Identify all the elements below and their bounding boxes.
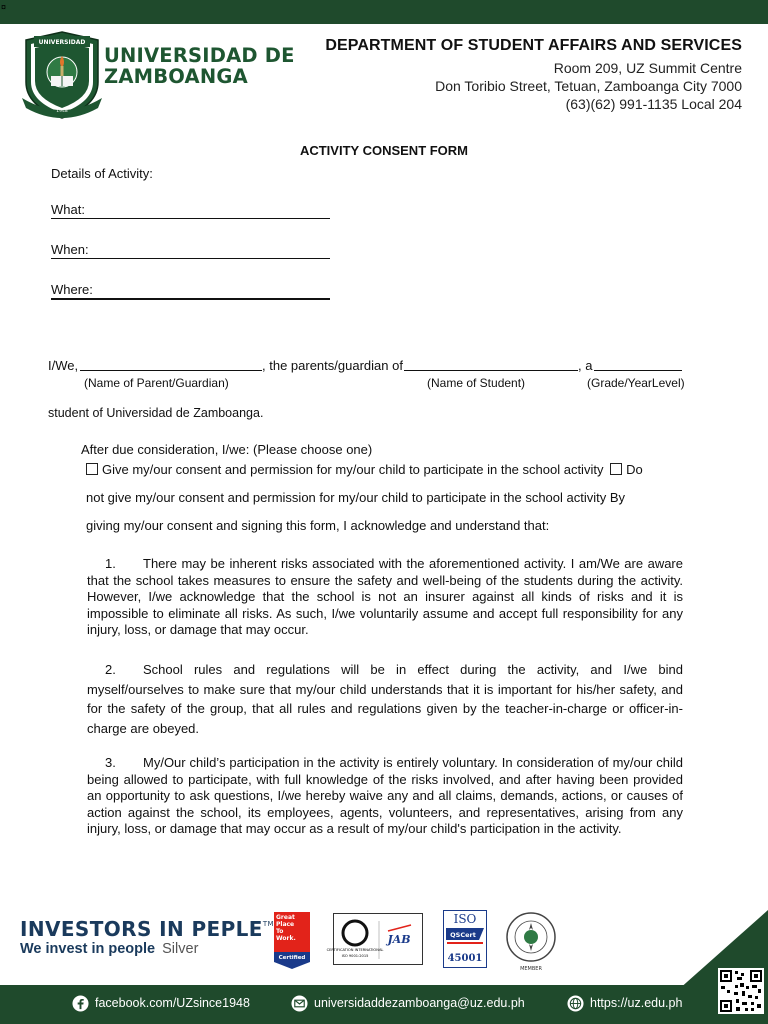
gptw-line-3: To: [276, 928, 284, 935]
student-of-text: student of Universidad de Zamboanga.: [48, 406, 264, 420]
seal-member-label: MEMBER: [520, 966, 542, 972]
university-seal-logo: [18, 30, 106, 120]
phone-line: (63)(62) 991-1135 Local 204: [565, 96, 742, 112]
qr-code[interactable]: [718, 968, 764, 1014]
iso-label: ISO: [453, 912, 477, 926]
when-label: When:: [51, 242, 89, 257]
caption-parent: (Name of Parent/Guardian): [84, 376, 229, 390]
corner-mark: ¤: [1, 2, 7, 12]
green-building-council-seal: [500, 910, 562, 972]
seal-ribbon-text: 1948: [56, 109, 68, 114]
details-label: Details of Activity:: [51, 166, 153, 181]
gptw-line-2: Place: [276, 921, 295, 928]
consent-item-2: [87, 660, 683, 738]
iso-number: 45001: [447, 953, 483, 964]
what-label: What:: [51, 202, 85, 217]
grade-level-line[interactable]: [594, 370, 682, 371]
address-line-1: Room 209, UZ Summit Centre: [553, 60, 742, 76]
no-consent-label-start: Do: [626, 462, 643, 477]
certification-international-badge: [326, 913, 423, 965]
svg-text:JAB: JAB: [387, 933, 411, 946]
after-due-text: After due consideration, I/we: (Please choose one): [81, 442, 373, 457]
great-place-to-work-badge: [274, 912, 310, 969]
consent-option-line-2: not give my/our consent and permission for my/our child to participate in the school activity By: [86, 490, 626, 505]
consent-item-1: [87, 556, 683, 639]
top-color-bar: [0, 0, 768, 24]
facebook-icon: [72, 995, 89, 1012]
university-name-line2: ZAMBOANGA: [104, 65, 248, 88]
parent-name-line[interactable]: [80, 370, 262, 371]
investors-in-people-tagline: We invest in people Silver: [20, 941, 199, 957]
when-field[interactable]: [51, 242, 330, 259]
gptw-line-5: Certified: [278, 955, 306, 961]
iso-brand: QSCert: [450, 931, 476, 939]
caption-grade: (Grade/YearLevel): [587, 376, 685, 390]
consent-item-3: [87, 755, 683, 838]
svg-text:UNIVERSIDAD: UNIVERSIDAD: [38, 39, 86, 46]
consent-option-line-3: giving my/our consent and signing this form, I acknowledge and understand that:: [86, 518, 550, 533]
a-label: , a: [578, 358, 593, 373]
give-consent-checkbox[interactable]: [86, 463, 98, 475]
student-name-line[interactable]: [404, 370, 578, 371]
university-name: [104, 45, 295, 87]
email-link[interactable]: universidaddezamboanga@uz.edu.ph: [291, 994, 525, 1012]
investors-in-people-logo: INVESTORS IN PEPLE™: [20, 917, 274, 941]
cert-intl-text: CERTIFICATION INTERNATIONAL: [326, 948, 384, 952]
what-field[interactable]: [51, 202, 330, 219]
where-label: Where:: [51, 282, 93, 297]
item-3-number: 3.: [105, 755, 116, 770]
university-name-line1: UNIVERSIDAD DE: [104, 44, 295, 67]
address-line-2: Don Toribio Street, Tetuan, Zamboanga City 7000: [435, 78, 742, 94]
cert-iso-text: ISO 9001:2015: [341, 954, 369, 958]
give-consent-label: Give my/our consent and permission for my/our child to participate in the school activity: [102, 462, 604, 477]
website-link[interactable]: https://uz.edu.ph: [567, 994, 682, 1012]
gptw-line-1: Great: [276, 914, 295, 921]
email-icon: [291, 995, 308, 1012]
item-1-number: 1.: [105, 556, 116, 571]
globe-icon: [567, 995, 584, 1012]
parents-of-label: , the parents/guardian of: [262, 358, 403, 373]
caption-student: (Name of Student): [427, 376, 526, 390]
no-consent-checkbox[interactable]: [610, 463, 622, 475]
facebook-link[interactable]: facebook.com/UZsince1948: [72, 994, 250, 1012]
consent-option-line-1: [86, 462, 643, 477]
department-block: [325, 37, 742, 113]
item-3-text: My/Our child’s participation in the activity is entirely voluntary. In consideration of my/our child being allowed to participate, with full knowledge of the risks involved, and after having been provided an opportunity to ask questions, I/we hereby waive any and all claims, demands, actions, or causes of action against the school, its employees, agents, volunteers, and representatives, arising from any injury, loss, or damage that may occur as a result of my/our child's participation in the activity.: [87, 755, 683, 836]
gptw-line-4: Work.: [276, 935, 296, 942]
where-field[interactable]: [51, 282, 330, 300]
iso-45001-badge: [443, 910, 487, 968]
iwe-label: I/We,: [48, 358, 79, 373]
item-1-text: There may be inherent risks associated with the aforementioned activity. I am/We are aware that the school takes measures to ensure the safety and well-being of the students during the activity. However, I/we acknowledge that the school is not an insurer against all kinds of risks and it is impossible to eliminate all risks. As such, I/we voluntarily assume and accept full responsibility for any injury, loss, or damage that may occur.: [87, 556, 683, 637]
item-2-number: 2.: [105, 662, 116, 677]
department-title: DEPARTMENT OF STUDENT AFFAIRS AND SERVICES: [325, 37, 742, 54]
item-2-text: School rules and regulations will be in effect during the activity, and I/we bind myself/ourselves to make sure that my/our child understands that it is important for his/her safety, and for the safety of the group, that all rules and regulations given by the teacher-in-charge or officer-in-charge are obeyed.: [87, 662, 683, 736]
form-title: ACTIVITY CONSENT FORM: [299, 143, 469, 158]
